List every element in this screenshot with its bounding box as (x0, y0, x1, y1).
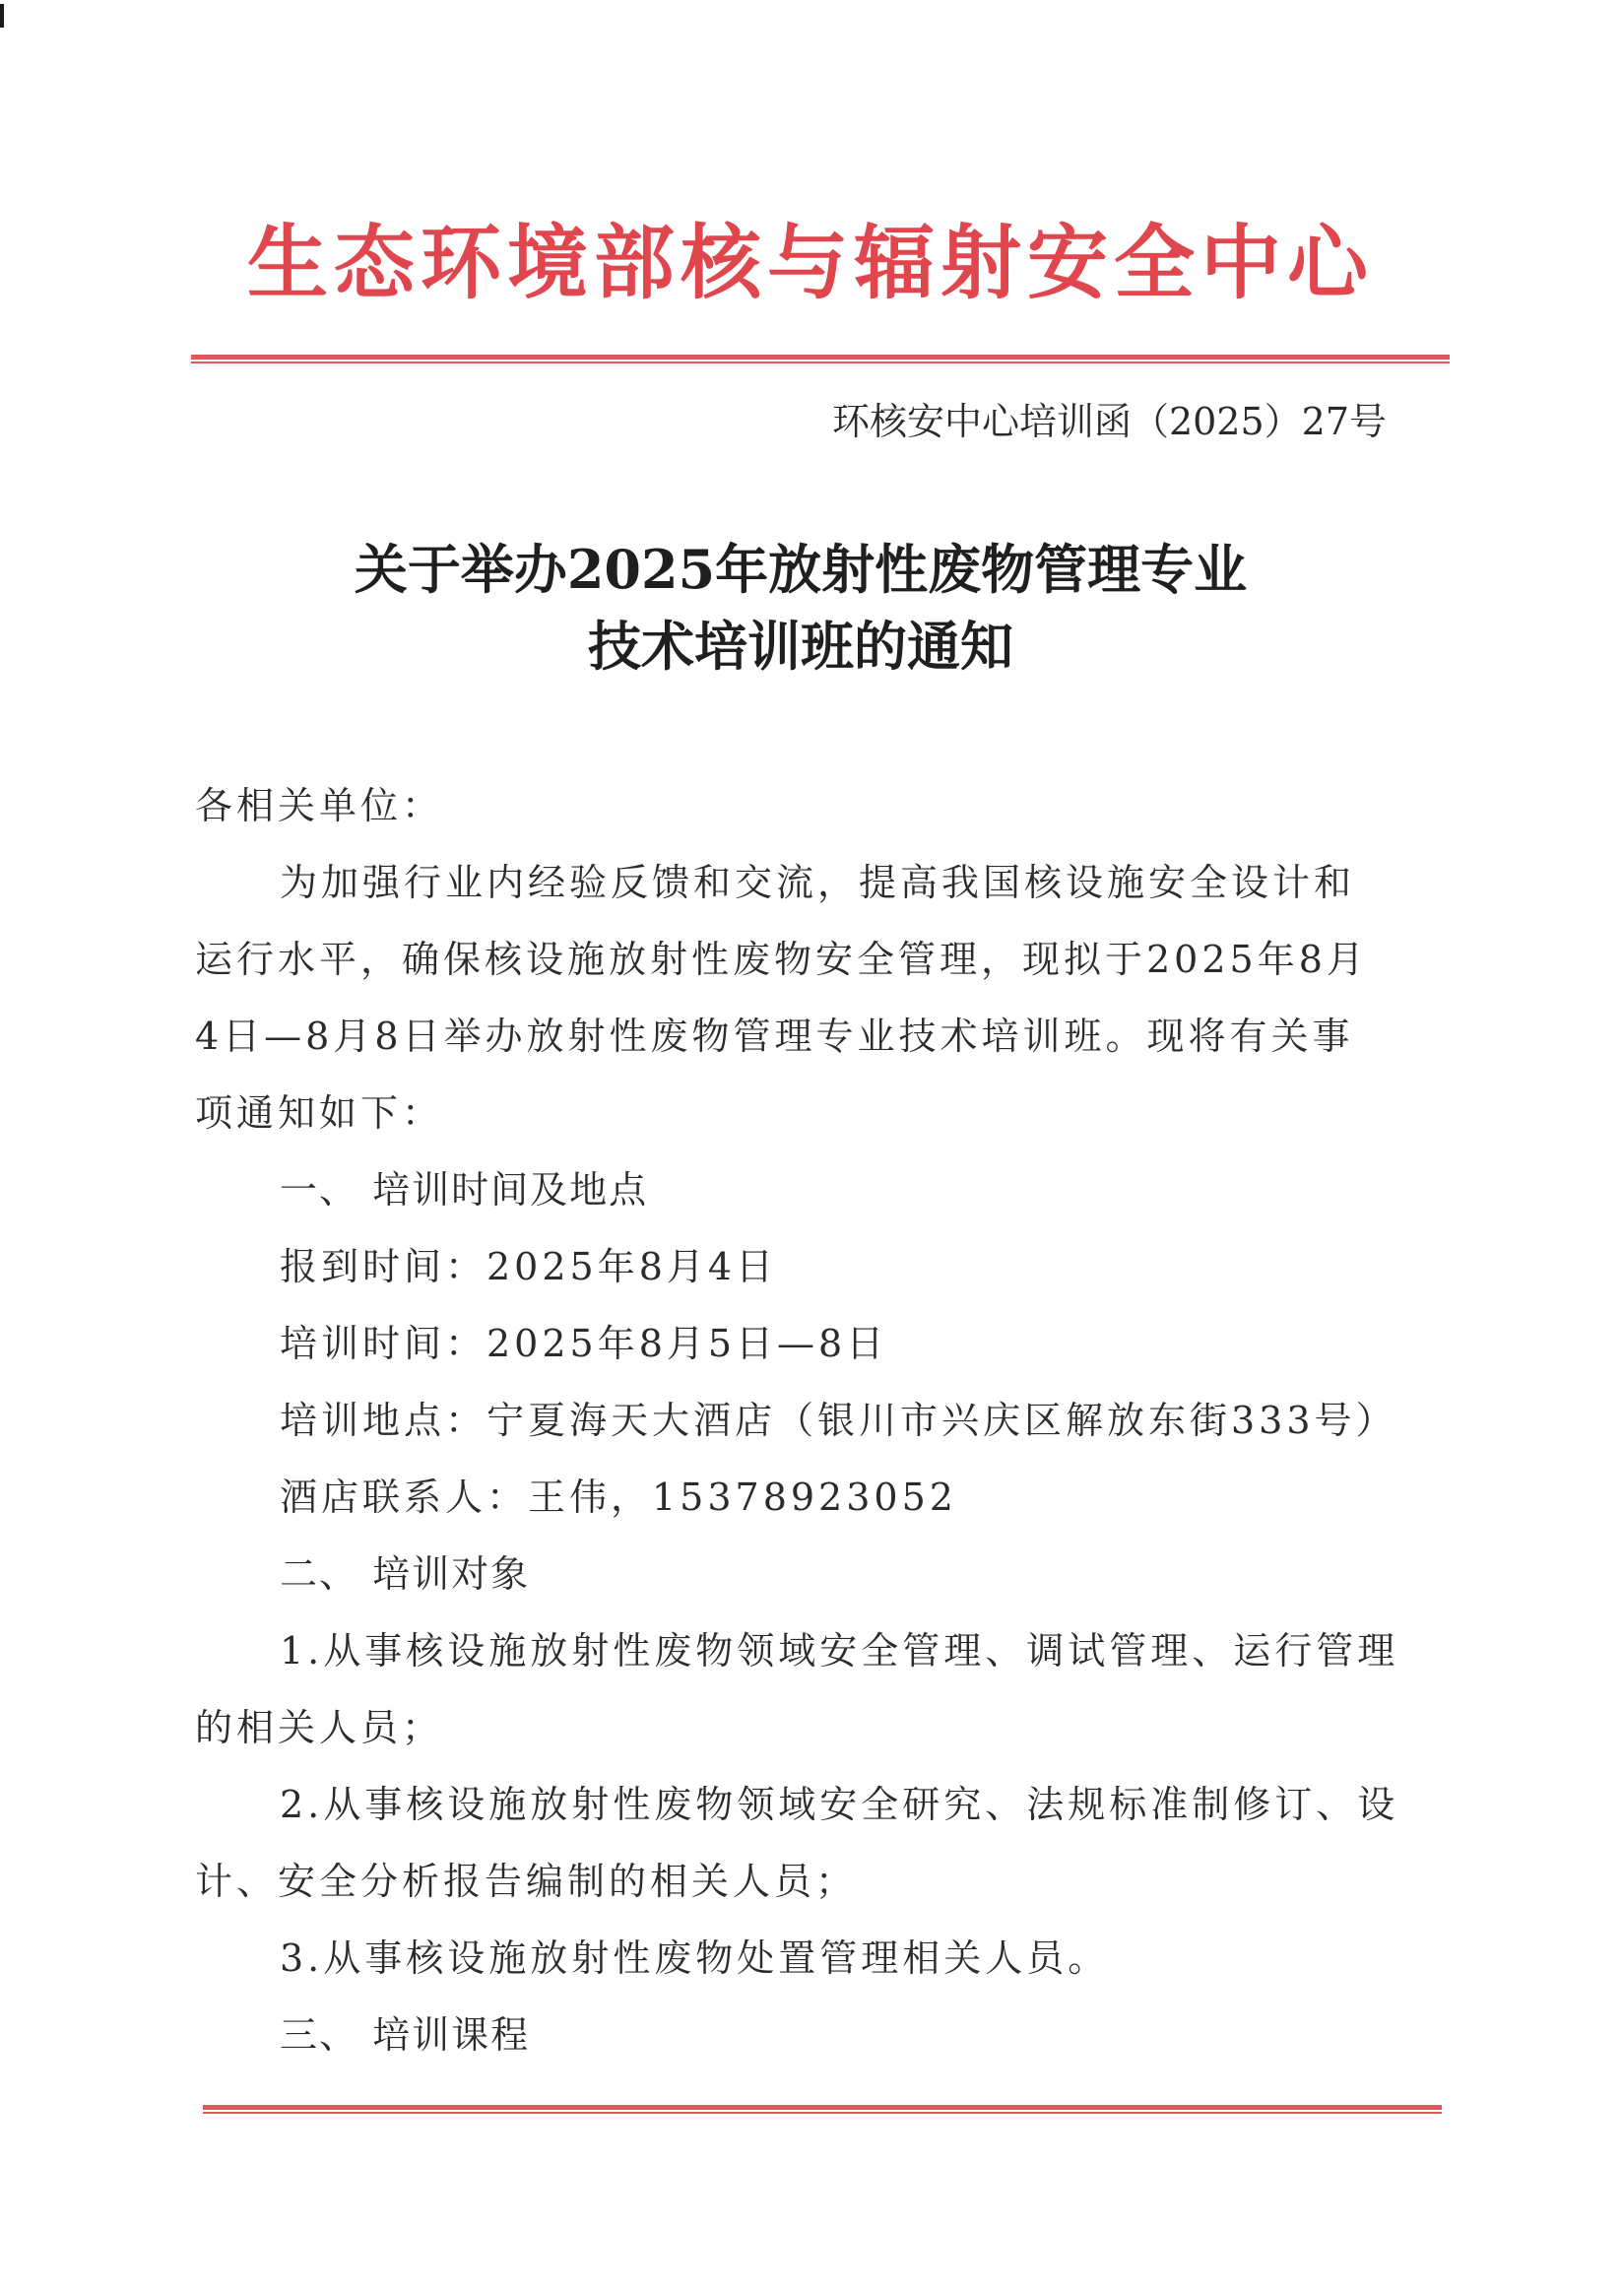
document-number: 环核安中心培训函（2025）27号 (831, 400, 1387, 443)
footer-divider (203, 2105, 1442, 2114)
notice-title-line-1: 关于举办2025年放射性废物管理专业 (354, 538, 1248, 601)
section-2-line-1: 1.从事核设施放射性废物领域安全管理、调试管理、运行管理 (280, 1629, 1399, 1673)
section-3-heading: 三、 培训课程 (280, 2013, 531, 2057)
section-1-line-4: 酒店联系人：王伟，15378923052 (280, 1476, 957, 1519)
divider-thin-line (191, 361, 1450, 363)
section-1-line-3: 培训地点：宁夏海天大酒店（银川市兴庆区解放东街333号） (280, 1399, 1397, 1442)
divider-thick-line (191, 355, 1450, 360)
section-2-line-4: 计、安全分析报告编制的相关人员； (195, 1860, 858, 1903)
letterhead-divider-top (191, 355, 1450, 363)
section-2-heading: 二、 培训对象 (280, 1552, 531, 1596)
organization-letterhead: 生态环境部核与辐射安全中心 (246, 217, 1374, 310)
salutation: 各相关单位： (195, 784, 444, 827)
intro-line-3: 4日—8月8日举办放射性废物管理专业技术培训班。现将有关事 (195, 1015, 1354, 1058)
intro-line-2: 运行水平，确保核设施放射性废物安全管理，现拟于2025年8月 (195, 938, 1368, 981)
section-1-line-1: 报到时间：2025年8月4日 (280, 1245, 778, 1288)
section-2-line-5: 3.从事核设施放射性废物处置管理相关人员。 (280, 1936, 1110, 1980)
intro-line-1: 为加强行业内经验反馈和交流，提高我国核设施安全设计和 (280, 861, 1356, 904)
section-1-heading: 一、 培训时间及地点 (280, 1168, 649, 1212)
section-2-line-3: 2.从事核设施放射性废物领域安全研究、法规标准制修订、设 (280, 1783, 1399, 1826)
scan-corner-mark (0, 4, 4, 28)
divider-thin-line (203, 2112, 1442, 2114)
divider-thick-line (203, 2105, 1442, 2110)
notice-title-line-2: 技术培训班的通知 (588, 615, 1013, 678)
section-2-line-2: 的相关人员； (195, 1706, 444, 1749)
intro-line-4: 项通知如下： (195, 1091, 444, 1135)
section-1-line-2: 培训时间：2025年8月5日—8日 (280, 1322, 888, 1365)
